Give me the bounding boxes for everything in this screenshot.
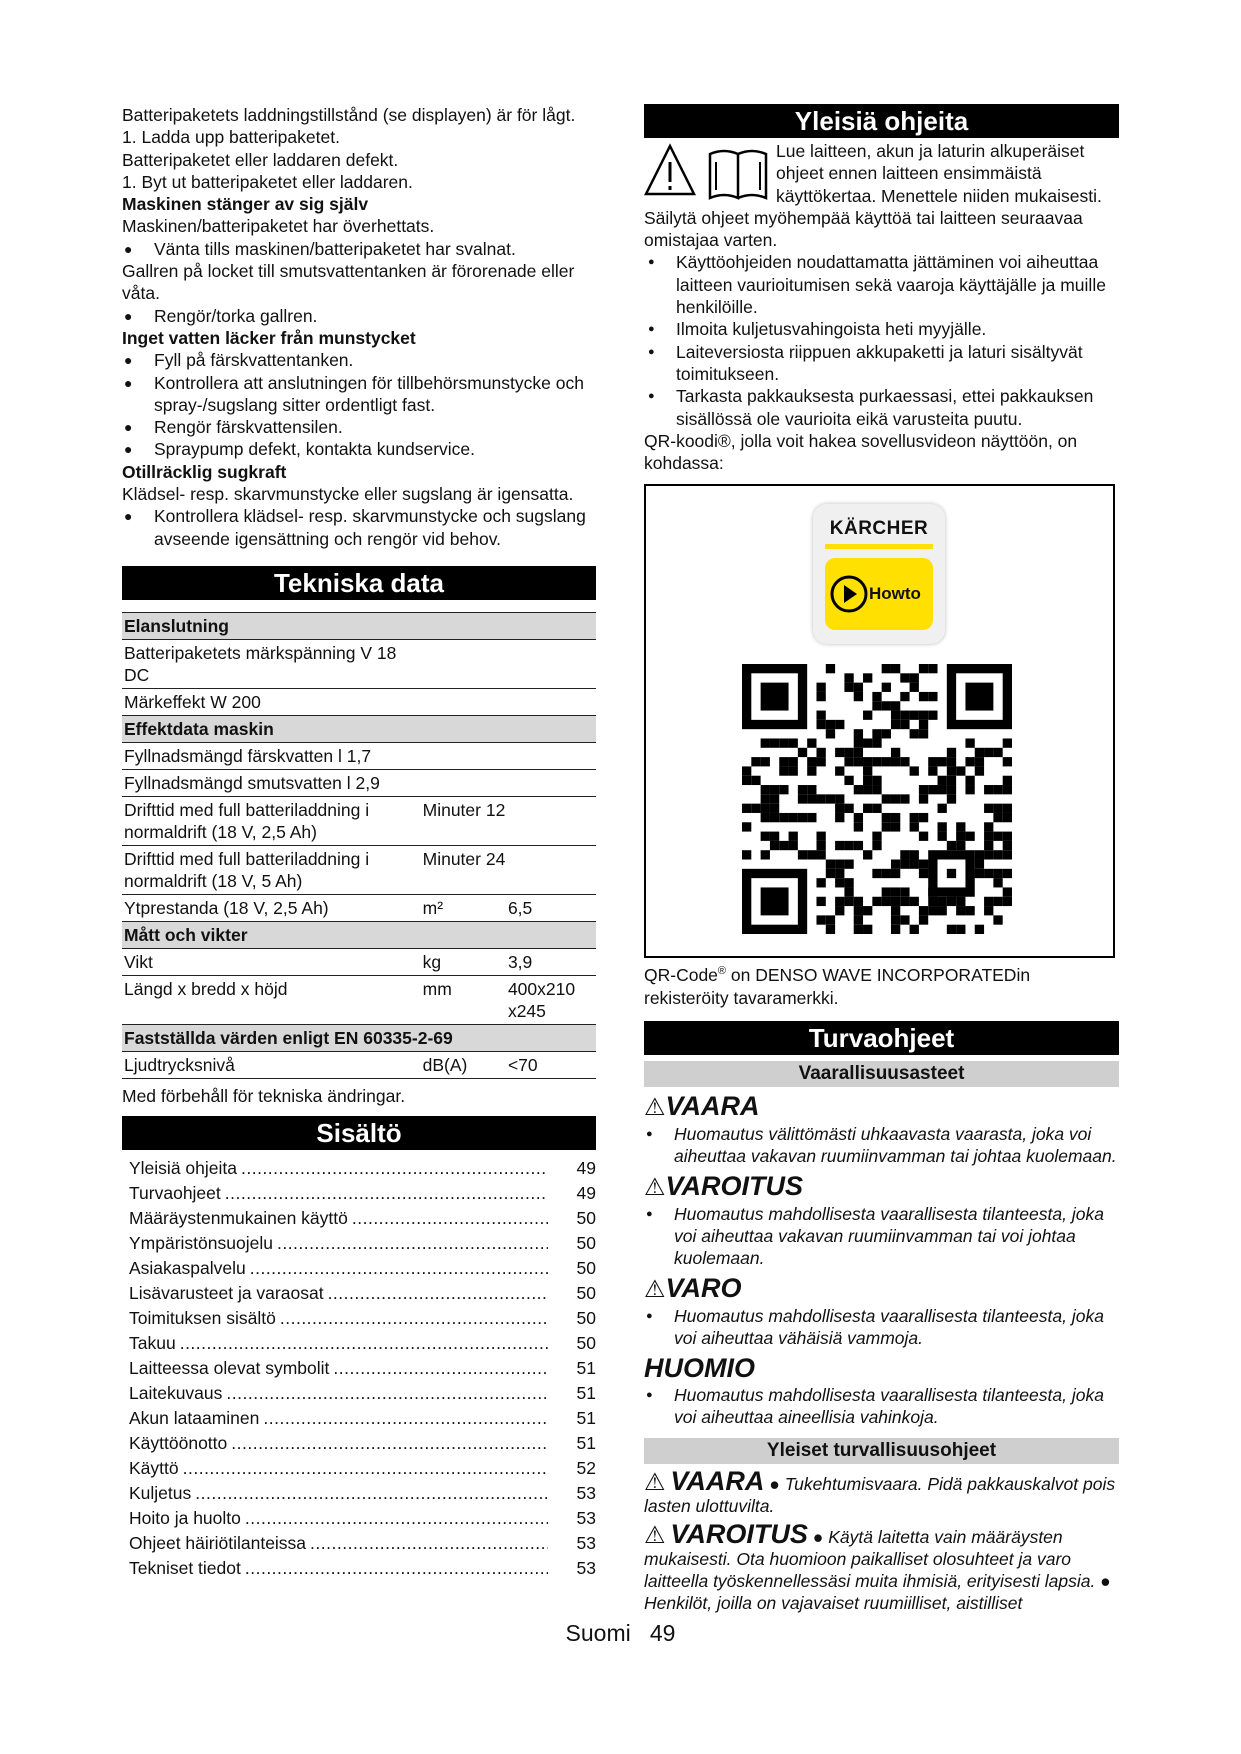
toc-leader [245, 1506, 548, 1531]
bullet-item: ● Kontrollera klädsel- resp. skarvmunstycke och sugslang avseende igensättning och rengör vid behov. [122, 505, 596, 550]
tech-data-heading: Tekniska data [122, 566, 596, 600]
section-subheading: Otillräcklig sugkraft [122, 461, 287, 482]
toc-leader [225, 1181, 548, 1206]
toc-title: Kuljetus [129, 1483, 192, 1504]
bullet-item: ● Laiteversiosta riippuen akkupaketti ja laturi sisältyvät toimitukseen. [644, 341, 1119, 386]
bullet-item: ● Käyttöohjeiden noudattamatta jättäminen voi aiheuttaa laitteen vaurioitumisen sekä vaaroja käyttäjälle ja muille henkilöille. [644, 251, 1119, 318]
toc-page: 50 [576, 1308, 596, 1329]
toc-entry [122, 1481, 596, 1506]
table-row: Drifttid med full batteriladdning i normaldrift (18 V, 2,5 Ah) Minuter 12 [122, 796, 596, 845]
safety-heading: Turvaohjeet [644, 1021, 1119, 1055]
table-row: Drifttid med full batteriladdning i normaldrift (18 V, 5 Ah) Minuter 24 [122, 845, 596, 894]
toc-page: 51 [576, 1358, 596, 1379]
bullet-item: ● Kontrollera att anslutningen för tillbehörsmunstycke och spray-/sugslang sitter ordentligt fast. [122, 372, 596, 417]
toc-page: 53 [576, 1533, 596, 1554]
qr-code-icon [742, 664, 1012, 934]
toc-entry [122, 1256, 596, 1281]
toc-title: Yleisiä ohjeita [129, 1158, 237, 1179]
toc-leader [245, 1556, 548, 1581]
warning-triangle-icon: ⚠ [644, 1275, 666, 1303]
toc-page: 53 [576, 1508, 596, 1529]
toc-title: Laitteessa olevat symbolit [129, 1358, 330, 1379]
bullet-item: ● Rengör/torka gallren. [122, 305, 596, 327]
brand-wordmark: KÄRCHER [829, 518, 929, 540]
toc-leader [277, 1231, 548, 1256]
tech-note: Med förbehåll för tekniska ändringar. [122, 1085, 406, 1106]
play-icon [829, 574, 869, 614]
intro-block [644, 140, 1119, 207]
danger-level-heading: HUOMIO [644, 1352, 755, 1383]
danger-level-heading: ⚠VAROITUS [644, 1170, 804, 1201]
table-row: Vikt kg 3,9 [122, 948, 596, 975]
text-line: Klädsel- resp. skarvmunstycke eller sugslang är igensatta. [122, 484, 574, 505]
toc-title: Laitekuvaus [129, 1383, 223, 1404]
general-safety-1: ⚠ VAARA ● Tukehtumisvaara. Pidä pakkauskalvot pois lasten ulottuvilta. [644, 1465, 1116, 1516]
toc-title: Määräystenmukainen käyttö [129, 1208, 348, 1229]
danger-level-heading: ⚠VAARA [644, 1090, 760, 1121]
toc-leader [180, 1331, 548, 1356]
toc-page: 53 [576, 1483, 596, 1504]
warning-triangle-icon: ⚠ [644, 1521, 666, 1549]
toc-title: Tekniset tiedot [129, 1558, 241, 1579]
brand-bar [825, 544, 933, 549]
toc-heading: Sisältö [122, 1116, 596, 1150]
danger-levels-heading: Vaarallisuusasteet [644, 1061, 1119, 1087]
toc-page: 50 [576, 1333, 596, 1354]
howto-label: Howto [869, 584, 921, 604]
table-of-contents [122, 1156, 596, 1581]
toc-leader [352, 1206, 548, 1231]
toc-entry [122, 1356, 596, 1381]
table-row: Fyllnadsmängd färskvatten l 1,7 [122, 742, 596, 769]
toc-leader [328, 1281, 548, 1306]
toc-page: 50 [576, 1258, 596, 1279]
general-safety-heading: Yleiset turvallisuusohjeet [644, 1438, 1119, 1464]
table-row: Ljudtrycksnivå dB(A) <70 [122, 1051, 596, 1078]
toc-entry [122, 1331, 596, 1356]
bullet-item: ● Spraypump defekt, kontakta kundservice. [122, 438, 596, 460]
toc-leader [241, 1156, 548, 1181]
tech-data-table [122, 612, 596, 1079]
toc-leader [250, 1256, 548, 1281]
table-row: Längd x bredd x höjd mm 400x210 x245 [122, 975, 596, 1024]
bullet-item: ● Rengör färskvattensilen. [122, 416, 596, 438]
table-section-row: Mått och vikter [122, 921, 596, 948]
danger-level-heading: ⚠VARO [644, 1272, 742, 1303]
text-line: Maskinen/batteripaketet har överhettats. [122, 216, 435, 237]
table-section-row: Effektdata maskin [122, 715, 596, 742]
toc-page: 50 [576, 1208, 596, 1229]
toc-title: Akun lataaminen [129, 1408, 260, 1429]
toc-entry [122, 1281, 596, 1306]
text-line: Batteripaketets laddningstillstånd (se displayen) är för lågt. [122, 105, 576, 125]
footer-language: Suomi [565, 1620, 631, 1646]
page-footer [0, 1620, 1241, 1647]
general-heading: Yleisiä ohjeita [644, 104, 1119, 138]
warning-triangle-icon: ⚠ [644, 1093, 666, 1121]
bullet-item: ● Vänta tills maskinen/batteripaketet har svalnat. [122, 238, 596, 260]
qr-trademark-note: QR-Code® on DENSO WAVE INCORPORATEDin rekisteröity tavaramerkki. [644, 965, 1031, 1008]
text-line: 1. Byt ut batteripaketet eller laddaren. [122, 171, 413, 192]
toc-page: 51 [576, 1408, 596, 1429]
toc-entry [122, 1381, 596, 1406]
warning-manual-icon [644, 140, 776, 206]
toc-leader [263, 1406, 548, 1431]
toc-entry [122, 1556, 596, 1581]
toc-entry [122, 1181, 596, 1206]
toc-entry [122, 1456, 596, 1481]
toc-page: 52 [576, 1458, 596, 1479]
left-column [122, 104, 596, 1581]
toc-leader [231, 1431, 548, 1456]
karcher-app-logo [813, 504, 945, 644]
table-section-row: Fastställda värden enligt EN 60335-2-69 [122, 1024, 596, 1051]
general-bullets [644, 251, 1119, 429]
warning-triangle-icon: ⚠ [644, 1173, 666, 1201]
troubleshooting-text [122, 104, 596, 550]
danger-levels [644, 1091, 1119, 1428]
toc-page: 49 [576, 1158, 596, 1179]
right-column [644, 104, 1119, 1614]
toc-entry [122, 1306, 596, 1331]
general-safety-2: ⚠ VAROITUS ● Käytä laitetta vain määräysten mukaisesti. Ota huomioon paikalliset olosuhteet ja varo laitteella työskennellessäsi muita ihmisiä, erityisesti lapsia. ● Henkilöt, joilla on vajavaiset ruumiilliset, aistilliset [644, 1518, 1111, 1613]
toc-title: Käyttöönotto [129, 1433, 228, 1454]
qr-intro: QR-koodi®, jolla voit hakea sovellusvideon näyttöön, on kohdassa: [644, 430, 1078, 474]
section-subheading: Maskinen stänger av sig själv [122, 194, 369, 215]
toc-leader [280, 1306, 548, 1331]
table-row: Fyllnadsmängd smutsvatten l 2,9 [122, 769, 596, 796]
section-subheading: Inget vatten läcker från munstycket [122, 327, 416, 348]
toc-title: Ympäristönsuojelu [129, 1233, 273, 1254]
toc-page: 50 [576, 1233, 596, 1254]
toc-page: 51 [576, 1383, 596, 1404]
toc-page: 51 [576, 1433, 596, 1454]
toc-title: Turvaohjeet [129, 1183, 221, 1204]
text-line: Gallren på locket till smutsvattentanken är förorenade eller våta. [122, 261, 575, 304]
toc-entry [122, 1431, 596, 1456]
bullet-item: ● Ilmoita kuljetusvahingoista heti myyjälle. [644, 318, 1119, 340]
toc-entry [122, 1531, 596, 1556]
toc-title: Toimituksen sisältö [129, 1308, 276, 1329]
toc-entry [122, 1231, 596, 1256]
toc-page: 49 [576, 1183, 596, 1204]
toc-leader [226, 1381, 548, 1406]
bullet-item: ● Tarkasta pakkauksesta purkaessasi, ettei pakkauksen sisällössä ole vaurioita eikä varusteita puutu. [644, 385, 1119, 430]
table-row: Batteripaketets märkspänning V 18 DC [122, 639, 596, 688]
danger-level-text: ● Huomautus mahdollisesta vaarallisesta tilanteesta, joka voi aiheuttaa aineellisia vahinkoja. [644, 1384, 1119, 1428]
danger-level-text: ● Huomautus välittömästi uhkaavasta vaarasta, joka voi aiheuttaa vakavan ruumiinvamman tai johtaa kuolemaan. [644, 1123, 1119, 1167]
qr-panel [644, 484, 1115, 958]
toc-title: Ohjeet häiriötilanteissa [129, 1533, 307, 1554]
text-line: 1. Ladda upp batteripaketet. [122, 127, 340, 148]
table-section-row: Elanslutning [122, 612, 596, 639]
toc-leader [310, 1531, 548, 1556]
toc-title: Asiakaspalvelu [129, 1258, 246, 1279]
toc-title: Hoito ja huolto [129, 1508, 241, 1529]
warning-triangle-icon: ⚠ [644, 1468, 666, 1496]
keep-text: Säilytä ohjeet myöhempää käyttöä tai laitteen seuraavaa omistajaa varten. [644, 207, 1083, 251]
toc-leader [195, 1481, 548, 1506]
toc-entry [122, 1406, 596, 1431]
toc-leader [333, 1356, 548, 1381]
toc-page: 50 [576, 1283, 596, 1304]
toc-title: Käyttö [129, 1458, 179, 1479]
page-number: 49 [649, 1620, 676, 1646]
toc-leader [183, 1456, 548, 1481]
toc-title: Takuu [129, 1333, 176, 1354]
table-row: Ytprestanda (18 V, 2,5 Ah) m² 6,5 [122, 894, 596, 921]
howto-badge [825, 558, 933, 630]
toc-title: Lisävarusteet ja varaosat [129, 1283, 324, 1304]
danger-level-text: ● Huomautus mahdollisesta vaarallisesta tilanteesta, joka voi aiheuttaa vähäisiä vammoja. [644, 1305, 1119, 1349]
intro-text: Lue laitteen, akun ja laturin alkuperäiset ohjeet ennen laitteen ensimmäistä käyttökertaa. Menettele niiden mukaisesti. [776, 141, 1102, 206]
toc-page: 53 [576, 1558, 596, 1579]
table-row: Märkeffekt W 200 [122, 688, 596, 715]
bullet-item: ● Fyll på färskvattentanken. [122, 349, 596, 371]
toc-entry [122, 1156, 596, 1181]
toc-entry [122, 1206, 596, 1231]
toc-entry [122, 1506, 596, 1531]
text-line: Batteripaketet eller laddaren defekt. [122, 149, 399, 170]
danger-level-text: ● Huomautus mahdollisesta vaarallisesta tilanteesta, joka voi aiheuttaa vakavan ruumiinvamman tai voi johtaa kuolemaan. [644, 1203, 1119, 1269]
